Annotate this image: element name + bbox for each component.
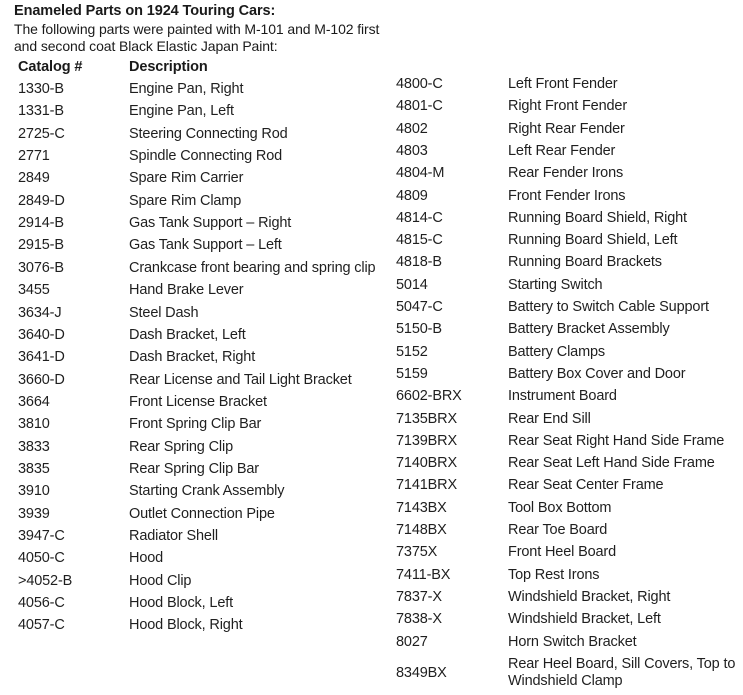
catalog-number: >4052-B — [18, 572, 73, 589]
part-description: Instrument Board — [508, 388, 617, 405]
catalog-number: 1331-B — [18, 103, 64, 120]
catalog-number: 4050-C — [18, 550, 65, 567]
catalog-number: 2725-C — [18, 125, 65, 142]
catalog-number: 4800-C — [396, 76, 443, 92]
catalog-number: 3076-B — [18, 259, 64, 276]
part-description: Windshield Bracket, Right — [508, 588, 671, 605]
catalog-number: 7838-X — [396, 611, 442, 628]
part-description: Hood Block, Right — [129, 617, 243, 634]
part-description: Right Front Fender — [508, 98, 627, 115]
part-description: Hood Block, Left — [129, 595, 233, 612]
catalog-number: 7139BRX — [396, 432, 458, 449]
catalog-number: 3641-D — [18, 349, 65, 366]
catalog-number: 2849 — [18, 170, 50, 187]
part-description: Running Board Brackets — [508, 254, 662, 271]
part-description: Rear Toe Board — [508, 522, 608, 538]
part-description: Rear End Sill — [508, 410, 591, 427]
part-description: Rear Seat Right Hand Side Frame — [508, 432, 725, 449]
catalog-number: 3947-C — [18, 528, 65, 544]
part-description: Hood Clip — [129, 572, 192, 589]
catalog-number: 3835 — [18, 460, 50, 477]
catalog-number: 3664 — [18, 393, 50, 410]
part-description: Gas Tank Support – Right — [129, 215, 292, 232]
catalog-number: 2914-B — [18, 215, 64, 232]
catalog-number: 5047-C — [396, 299, 443, 315]
catalog-number: 7148BX — [396, 522, 447, 538]
part-description: Hood — [129, 550, 164, 567]
catalog-number: 5152 — [396, 343, 428, 360]
part-description: Rear License and Tail Light Bracket — [129, 371, 352, 388]
part-description: Hand Brake Lever — [129, 282, 244, 299]
catalog-number: 7141BRX — [396, 477, 458, 494]
part-description: Engine Pan, Left — [129, 103, 234, 120]
catalog-number: 3455 — [18, 282, 50, 299]
part-description: Crankcase front bearing and spring clip — [129, 259, 376, 276]
catalog-number: 3833 — [18, 438, 50, 455]
catalog-number: 2915-B — [18, 237, 64, 254]
part-description: Dash Bracket, Left — [129, 326, 246, 343]
part-description: Battery Clamps — [508, 343, 606, 360]
catalog-header: Catalog # — [18, 59, 83, 75]
catalog-number: 5014 — [396, 276, 428, 293]
part-description: Steel Dash — [129, 304, 199, 321]
part-description: Starting Switch — [508, 276, 603, 293]
part-description: Rear Fender Irons — [508, 165, 624, 182]
part-description: Rear Heel Board, Sill Covers, Top to Windshield Clamp — [508, 656, 736, 689]
part-description: Dash Bracket, Right — [129, 349, 256, 366]
catalog-number: 7143BX — [396, 499, 447, 516]
catalog-number: 4815-C — [396, 232, 443, 249]
part-description: Top Rest Irons — [508, 566, 600, 583]
part-description: Spare Rim Carrier — [129, 170, 244, 187]
catalog-number: 8349BX — [396, 665, 447, 681]
part-description: Front License Bracket — [129, 393, 267, 410]
part-description: Running Board Shield, Left — [508, 232, 678, 249]
page-title: Enameled Parts on 1924 Touring Cars: — [14, 3, 276, 19]
catalog-number: 4804-M — [396, 165, 445, 182]
catalog-number: 7411-BX — [396, 566, 451, 583]
part-description: Windshield Bracket, Left — [508, 611, 661, 628]
part-description: Steering Connecting Rod — [129, 125, 288, 142]
part-description: Rear Seat Center Frame — [508, 477, 664, 494]
part-description: Running Board Shield, Right — [508, 209, 687, 226]
part-description: Front Fender Irons — [508, 187, 626, 204]
catalog-number: 4818-B — [396, 254, 442, 271]
part-description: Front Spring Clip Bar — [129, 416, 262, 433]
part-description: Right Rear Fender — [508, 120, 625, 137]
catalog-number: 7135BRX — [396, 410, 458, 427]
catalog-number: 4809 — [396, 187, 428, 204]
part-description: Starting Crank Assembly — [129, 483, 285, 500]
part-description: Horn Switch Bracket — [508, 633, 637, 650]
catalog-number: 4801-C — [396, 98, 443, 115]
catalog-number: 3660-D — [18, 371, 65, 388]
part-description: Left Rear Fender — [508, 142, 616, 159]
part-description: Battery Bracket Assembly — [508, 321, 670, 338]
catalog-number: 1330-B — [18, 81, 64, 97]
catalog-number: 4056-C — [18, 595, 65, 612]
catalog-number: 7140BRX — [396, 455, 458, 472]
part-description: Left Front Fender — [508, 76, 618, 92]
part-description: Spare Rim Clamp — [129, 192, 242, 209]
catalog-number: 5159 — [396, 365, 428, 382]
catalog-number: 5150-B — [396, 321, 442, 338]
catalog-number: 4802 — [396, 120, 428, 137]
part-description: Gas Tank Support – Left — [129, 237, 282, 254]
part-description: Front Heel Board — [508, 544, 617, 561]
part-description: Outlet Connection Pipe — [129, 505, 275, 522]
catalog-number: 3640-D — [18, 326, 65, 343]
catalog-number: 7837-X — [396, 588, 442, 605]
intro-text: The following parts were painted with M-101 and M-102 first and second coat Black Elastic Japan Paint: — [14, 21, 380, 54]
part-description: Rear Seat Left Hand Side Frame — [508, 455, 715, 472]
catalog-number: 2771 — [18, 148, 50, 165]
part-description: Radiator Shell — [129, 528, 218, 544]
catalog-number: 7375X — [396, 544, 438, 561]
description-header: Description — [129, 59, 208, 75]
catalog-number: 3810 — [18, 416, 50, 433]
part-description: Rear Spring Clip Bar — [129, 460, 259, 477]
catalog-number: 2849-D — [18, 192, 65, 209]
catalog-number: 3939 — [18, 505, 50, 522]
part-description: Rear Spring Clip — [129, 438, 233, 455]
catalog-number: 3634-J — [18, 304, 62, 321]
catalog-number: 4803 — [396, 142, 428, 159]
part-description: Engine Pan, Right — [129, 81, 244, 97]
catalog-number: 4814-C — [396, 209, 443, 226]
part-description: Spindle Connecting Rod — [129, 148, 283, 165]
catalog-number: 3910 — [18, 483, 50, 500]
part-description: Tool Box Bottom — [508, 499, 612, 516]
catalog-number: 8027 — [396, 633, 428, 650]
catalog-number: 6602-BRX — [396, 388, 462, 405]
part-description: Battery to Switch Cable Support — [508, 299, 709, 315]
part-description: Battery Box Cover and Door — [508, 365, 686, 382]
catalog-number: 4057-C — [18, 617, 65, 634]
